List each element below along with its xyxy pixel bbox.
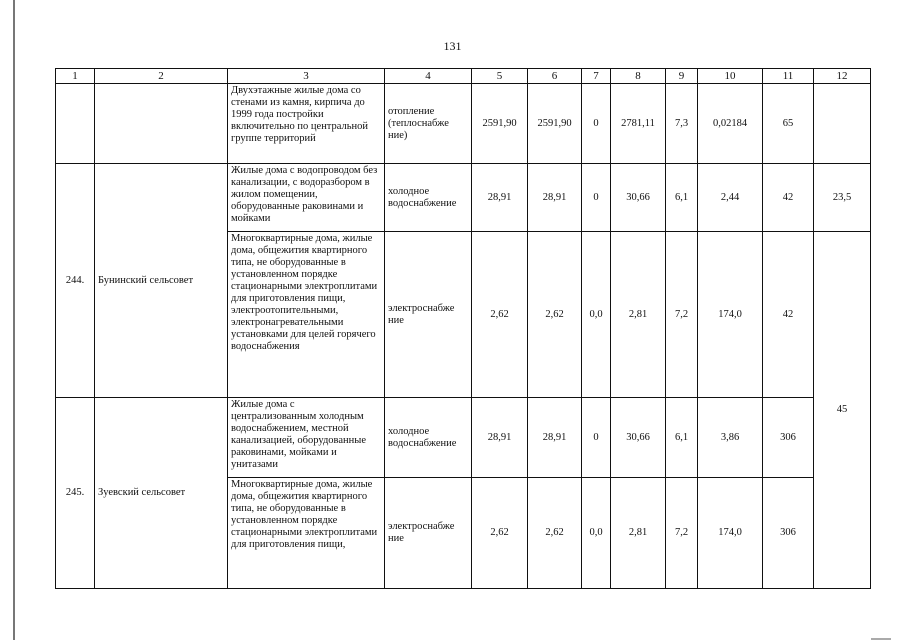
value-col12: 23,5: [814, 164, 871, 232]
value-col10: 3,86: [698, 398, 763, 478]
value-col12: 45: [814, 232, 871, 589]
value-col10: 0,02184: [698, 84, 763, 164]
tariff-table: [55, 68, 871, 589]
value-col10: 174,0: [698, 232, 763, 398]
row-number-cell: [56, 84, 95, 164]
value-col6: 2591,90: [528, 84, 582, 164]
value-col11: 65: [763, 84, 814, 164]
scan-edge-line: [13, 0, 15, 640]
value-col5: 2591,90: [472, 84, 528, 164]
utility-service: электроснабже ние: [385, 478, 472, 589]
settlement-name: Бунинский сельсовет: [95, 164, 228, 398]
value-col11: 42: [763, 164, 814, 232]
housing-description: Жилые дома с централизованным холодным водоснабжением, местной канализацией, оборудованные раковинами, мойками и унитазами: [228, 398, 385, 478]
value-col11: 306: [763, 478, 814, 589]
utility-service: холодное водоснабжение: [385, 398, 472, 478]
value-col8: 2,81: [611, 232, 666, 398]
value-col6: 28,91: [528, 398, 582, 478]
page-number: 131: [443, 39, 462, 53]
value-col9: 6,1: [666, 164, 698, 232]
value-col8: 2,81: [611, 478, 666, 589]
value-col10: 2,44: [698, 164, 763, 232]
header-cell: 10: [698, 69, 763, 84]
value-col10: 174,0: [698, 478, 763, 589]
value-col5: 2,62: [472, 478, 528, 589]
settlement-name: Зуевский сельсовет: [95, 398, 228, 589]
header-cell: 2: [95, 69, 228, 84]
housing-description: Многоквартирные дома, жилые дома, общежития квартирного типа, не оборудованные в установленном порядке стационарными электроплитами для приготовления пищи,: [228, 478, 385, 589]
header-cell: 4: [385, 69, 472, 84]
value-col12: [814, 84, 871, 164]
header-cell: 6: [528, 69, 582, 84]
housing-description: Многоквартирные дома, жилые дома, общежития квартирного типа, не оборудованные в установленном порядке стационарными электроплитами для приготовления пищи, электроотопительными, электронагревательными установками для целей горячего водоснабжения: [228, 232, 385, 398]
value-col9: 7,2: [666, 478, 698, 589]
header-cell: 8: [611, 69, 666, 84]
table-row: [56, 398, 871, 478]
table-row: [56, 84, 871, 164]
value-col8: 30,66: [611, 398, 666, 478]
value-col7: 0,0: [582, 478, 611, 589]
header-cell: 12: [814, 69, 871, 84]
value-col11: 306: [763, 398, 814, 478]
row-number: 245.: [56, 398, 95, 589]
header-cell: 11: [763, 69, 814, 84]
value-col7: 0: [582, 84, 611, 164]
table-row: [56, 164, 871, 232]
value-col8: 30,66: [611, 164, 666, 232]
header-cell: 3: [228, 69, 385, 84]
value-col5: 28,91: [472, 398, 528, 478]
housing-description: Жилые дома с водопроводом без канализации, с водоразбором в жилом помещении, оборудованные раковинами и мойками: [228, 164, 385, 232]
header-cell: 1: [56, 69, 95, 84]
value-col7: 0,0: [582, 232, 611, 398]
utility-service: холодное водоснабжение: [385, 164, 472, 232]
housing-description: Двухэтажные жилые дома со стенами из камня, кирпича до 1999 года постройки включительно по центральной группе территорий: [228, 84, 385, 164]
value-col9: 6,1: [666, 398, 698, 478]
value-col6: 2,62: [528, 232, 582, 398]
value-col8: 2781,11: [611, 84, 666, 164]
settlement-cell: [95, 84, 228, 164]
row-number: 244.: [56, 164, 95, 398]
value-col6: 2,62: [528, 478, 582, 589]
value-col9: 7,2: [666, 232, 698, 398]
value-col5: 2,62: [472, 232, 528, 398]
value-col7: 0: [582, 398, 611, 478]
value-col9: 7,3: [666, 84, 698, 164]
value-col6: 28,91: [528, 164, 582, 232]
value-col7: 0: [582, 164, 611, 232]
value-col11: 42: [763, 232, 814, 398]
header-cell: 5: [472, 69, 528, 84]
value-col5: 28,91: [472, 164, 528, 232]
header-cell: 9: [666, 69, 698, 84]
header-cell: 7: [582, 69, 611, 84]
utility-service: отопление (теплоснабже ние): [385, 84, 472, 164]
table-header-row: [56, 69, 871, 84]
utility-service: электроснабже ние: [385, 232, 472, 398]
